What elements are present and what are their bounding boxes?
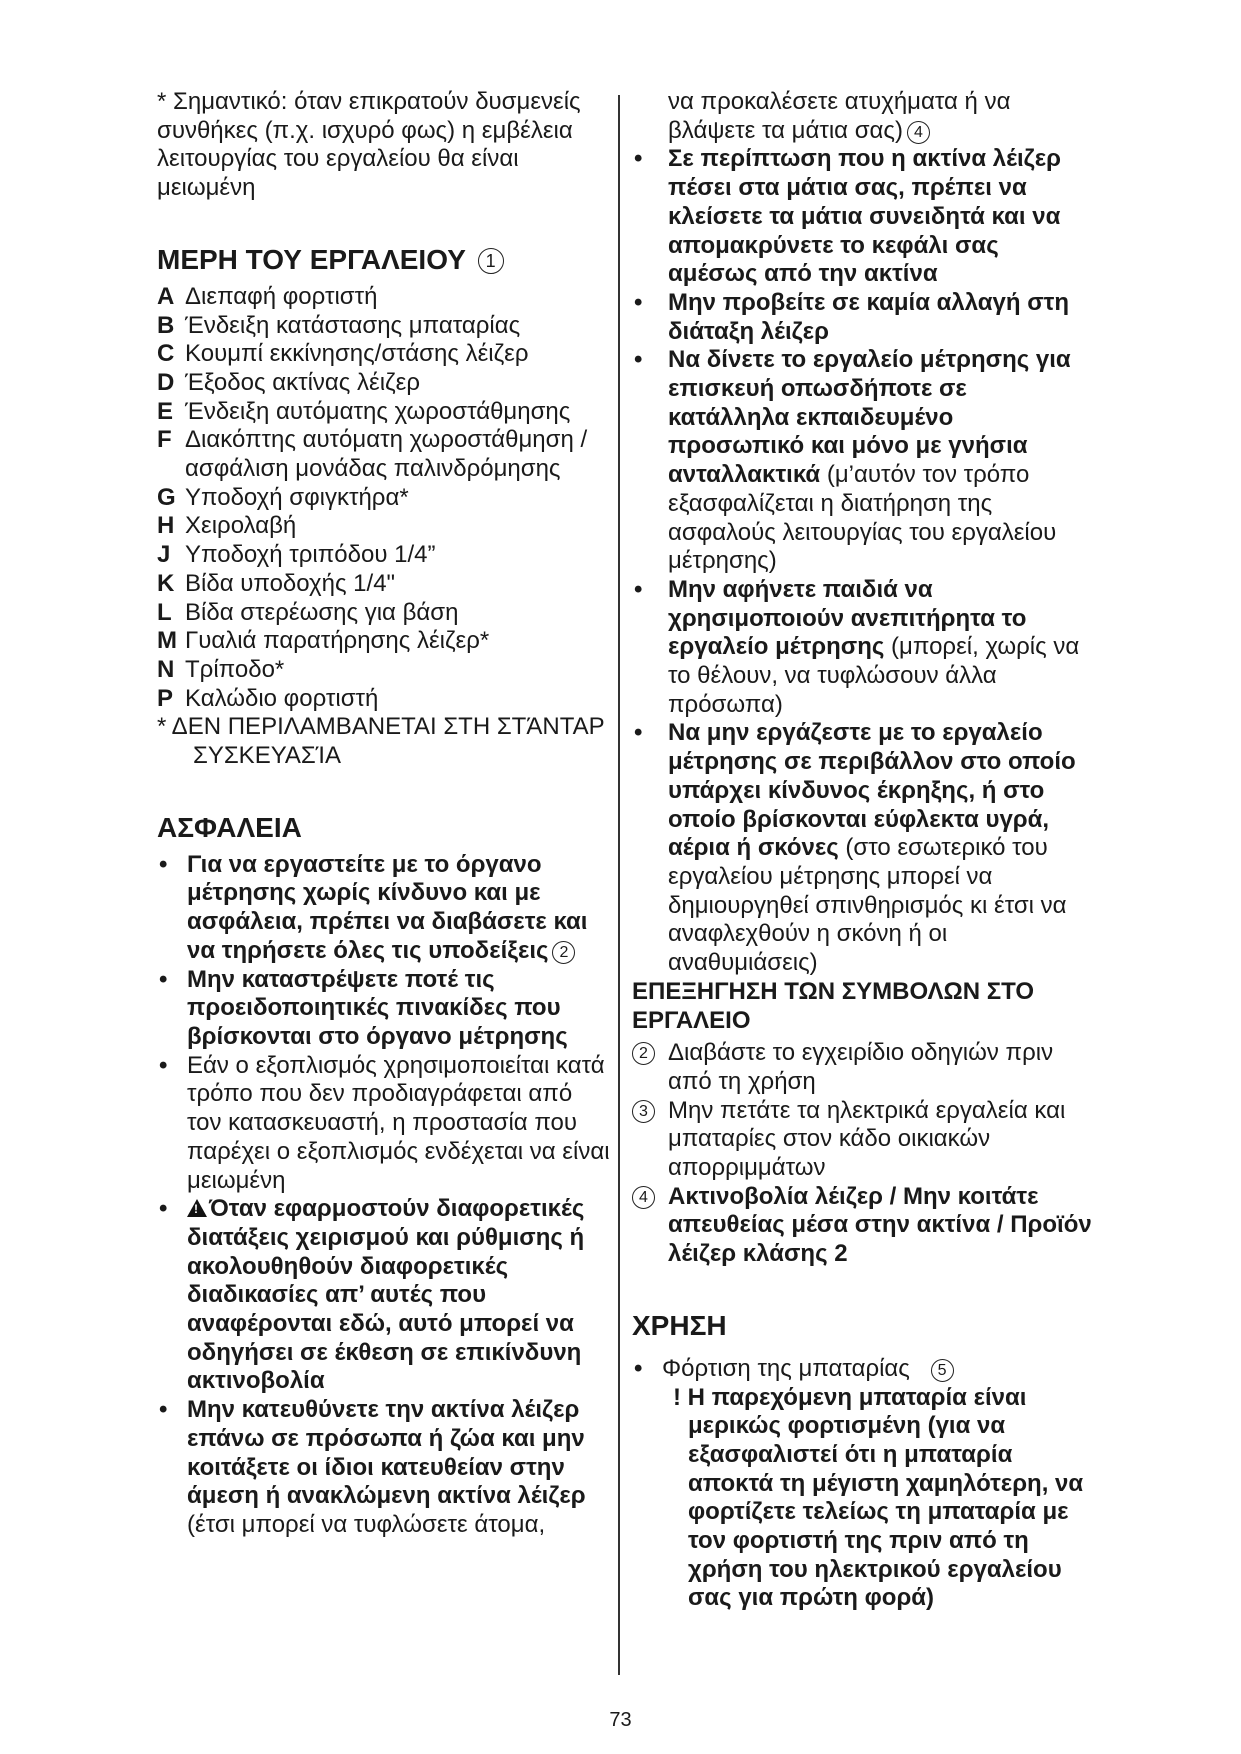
list-item	[157, 312, 612, 341]
safety-text: Μην προβείτε σε καμία αλλαγή στη διάταξη λέιζερ	[668, 288, 1069, 345]
symbol-text: Διαβάστε το εγχειρίδιο οδηγιών πριν από τη χρήση	[668, 1039, 1054, 1095]
list-item	[157, 340, 612, 369]
part-text: Βίδα στερέωσης για βάση	[185, 598, 459, 626]
list-item	[632, 145, 1092, 289]
parts-list	[157, 283, 612, 714]
column-divider	[618, 95, 620, 1675]
part-letter: H	[157, 512, 175, 540]
important-note: * Σημαντικό: όταν επικρατούν δυσμενείς συνθήκες (π.χ. ισχυρό φως) η εμβέλεια λειτουργίας του εργαλείου θα είναι μειωμένη	[157, 88, 581, 202]
list-item	[632, 1039, 1092, 1096]
part-text: Βίδα υποδοχής 1/4"	[185, 569, 396, 597]
part-letter: P	[157, 684, 174, 712]
list-item	[157, 627, 612, 656]
safety-text: Σε περίπτωση που η ακτίνα λέιζερ πέσει στα μάτια σας, πρέπει να κλείσετε τα μάτια συνειδητά και να απομακρύνετε το κεφάλι σας αμέσως από την ακτίνα	[668, 145, 1061, 288]
part-text: Υποδοχή τριπόδου 1/4”	[185, 541, 436, 569]
safety-text: Να μην εργάζεστε με το εργαλείο μέτρησης σε περιβάλλον στο οποίο υπάρχει κίνδυνος έκρηξης, ή στο οποίο βρίσκονται εύφλεκτα υγρά, αέρια ή σκόνες	[668, 719, 1076, 862]
list-item	[632, 346, 1092, 576]
continued-text	[632, 88, 1092, 145]
figure-ref-2: 2	[632, 1042, 655, 1065]
list-item	[157, 398, 612, 427]
safety-text: Μην αφήνετε παιδιά να χρησιμοποιούν ανεπιτήρητα το εργαλείο μέτρησης	[668, 575, 1027, 661]
left-column	[157, 88, 612, 1540]
list-item	[632, 1355, 1092, 1384]
safety-title: ΑΣΦΑΛΕΙΑ	[157, 811, 302, 843]
list-item	[632, 719, 1092, 977]
figure-ref-3: 3	[632, 1100, 655, 1123]
list-item	[157, 512, 612, 541]
part-letter: N	[157, 655, 175, 683]
part-text: Υποδοχή σφιγκτήρα*	[185, 483, 409, 511]
part-text: Έξοδος ακτίνας λέιζερ	[185, 368, 420, 396]
list-item	[157, 685, 612, 714]
part-text: Διακόπτης αυτόματη χωροστάθμηση / ασφάλιση μονάδας παλινδρόμησης	[185, 426, 588, 483]
list-item	[632, 289, 1092, 346]
list-item	[157, 966, 612, 1052]
parts-heading	[157, 243, 612, 277]
safety-text: Για να εργαστείτε με το όργανο μέτρησης χωρίς κίνδυνο και με ασφάλεια, πρέπει να διαβάσετε και να τηρήσετε όλες τις υποδείξεις	[187, 850, 588, 964]
part-letter: M	[157, 627, 177, 655]
part-letter: L	[157, 598, 172, 626]
list-item	[632, 1183, 1092, 1269]
list-item	[157, 369, 612, 398]
part-letter: D	[157, 368, 175, 396]
use-title: ΧΡΗΣΗ	[632, 1309, 727, 1341]
list-item	[157, 1396, 612, 1540]
part-text: Διεπαφή φορτιστή	[185, 282, 378, 310]
warning-icon	[187, 1199, 207, 1217]
part-letter: B	[157, 311, 175, 339]
battery-warning: ! Η παρεχόμενη μπαταρία είναι μερικώς φορτισμένη (για να εξασφαλιστεί ότι η μπαταρία αποκτά τη μέγιστη χαμηλότερη, να φορτίζετε τελείως τη μπαταρία με τον φορτιστή της πριν από τη χρήση του ηλεκτρικού εργαλείου σας για πρώτη φορά)	[673, 1383, 1084, 1612]
safety-text: Μην καταστρέψετε ποτέ τις προειδοποιητικές πινακίδες που βρίσκονται στο όργανο μέτρησης	[187, 965, 568, 1050]
safety-list	[157, 851, 612, 1540]
part-letter: C	[157, 340, 175, 368]
safety-text: Να δίνετε το εργαλείο μέτρησης για επισκευή οπωσδήποτε σε κατάλληλα εκπαιδευμένο προσωπικό και μόνο με γνήσια ανταλλακτικά	[668, 346, 1071, 489]
list-item	[157, 541, 612, 570]
figure-ref-1: 1	[478, 248, 504, 274]
use-item-text: Φόρτιση της μπαταρίας	[662, 1354, 910, 1382]
parts-title: ΜΕΡΗ ΤΟΥ ΕΡΓΑΛΕΙΟΥ	[157, 243, 466, 275]
page-number: 73	[609, 1709, 632, 1731]
symbol-text: Ακτινοβολία λέιζερ / Μην κοιτάτε απευθείας μέσα στην ακτίνα / Προϊόν λέιζερ κλάσης 2	[668, 1182, 1092, 1268]
part-letter: A	[157, 282, 175, 310]
safety-text: Μην κατευθύνετε την ακτίνα λέιζερ επάνω σε πρόσωπα ή ζώα και μην κοιτάξετε οι ίδιοι κατευθείαν στην άμεση ή ανακλώμενη ακτίνα λέιζερ	[187, 1396, 586, 1510]
use-list	[632, 1355, 1092, 1384]
symbols-title: ΕΠΕΞΗΓΗΣΗ ΤΩΝ ΣΥΜΒΟΛΩΝ ΣΤΟ ΕΡΓΑΛΕΙΟ	[632, 977, 1035, 1034]
continued-body: να προκαλέσετε ατυχήματα ή να βλάψετε τα μάτια σας)	[668, 88, 1011, 144]
list-item	[157, 599, 612, 628]
list-item	[157, 426, 612, 483]
list-item	[157, 1195, 612, 1396]
figure-ref-4: 4	[907, 121, 930, 144]
safety-text-detail: (έτσι μπορεί να τυφλώσετε άτομα,	[187, 1510, 546, 1538]
part-letter: J	[157, 541, 171, 569]
list-item	[157, 656, 612, 685]
part-letter: F	[157, 426, 172, 454]
list-item	[157, 851, 612, 966]
part-letter: E	[157, 397, 174, 425]
symbols-list	[632, 1039, 1092, 1269]
figure-ref-2: 2	[552, 941, 575, 964]
part-letter: K	[157, 569, 175, 597]
list-item	[157, 484, 612, 513]
symbol-text: Μην πετάτε τα ηλεκτρικά εργαλεία και μπαταρίες στον κάδο οικιακών απορριμμάτων	[668, 1096, 1066, 1182]
part-letter: G	[157, 483, 176, 511]
safety-text: Εάν ο εξοπλισμός χρησιμοποιείται κατά τρόπο που δεν προδιαγράφεται από τον κατασκευαστή, η προστασία που παρέχει ο εξοπλισμός ενδέχεται να είναι μειωμένη	[187, 1051, 610, 1194]
safety-text: Όταν εφαρμοστούν διαφορετικές διατάξεις χειρισμού και ρύθμισης ή ακολουθηθούν διαφορετικές διαδικασίες απ’ αυτές που αναφέρονται εδώ, αυτό μπορεί να οδηγήσει σε έκθεση σε επικίνδυνη ακτινοβολία	[187, 1195, 585, 1395]
part-text: Γυαλιά παρατήρησης λέιζερ*	[185, 627, 490, 655]
right-column	[632, 88, 1092, 1613]
safety-text-detail: (στο εσωτερικό του εργαλείου μέτρησης μπορεί να δημιουργηθεί σπινθηρισμός κι έτσι να αναφλεχθούν η σκόνη ή οι αναθυμιάσεις)	[668, 834, 1067, 977]
figure-ref-5: 5	[931, 1359, 954, 1382]
part-text: Τρίποδο*	[185, 655, 285, 683]
list-item	[632, 576, 1092, 720]
figure-ref-4: 4	[632, 1186, 655, 1209]
parts-footnote: * ΔΕΝ ΠΕΡΙΛΑΜΒΑΝΕΤΑΙ ΣΤΗ ΣΤΆΝΤΑΡ ΣΥΣΚΕΥΑΣΊΑ	[157, 713, 605, 770]
part-text: Κουμπί εκκίνησης/στάσης λέιζερ	[185, 340, 529, 368]
safety-text-detail: (μπορεί, χωρίς να το θέλουν, να τυφλώσουν άλλα πρόσωπα)	[668, 633, 1080, 718]
list-item	[157, 1052, 612, 1196]
list-item	[632, 1097, 1092, 1183]
list-item	[157, 570, 612, 599]
list-item	[157, 283, 612, 312]
part-text: Καλώδιο φορτιστή	[185, 684, 379, 712]
part-text: Ένδειξη κατάστασης μπαταρίας	[185, 311, 521, 339]
part-text: Χειρολαβή	[185, 512, 297, 540]
part-text: Ένδειξη αυτόματης χωροστάθμησης	[185, 397, 571, 425]
safety-text-detail: (μ’αυτόν τον τρόπο εξασφαλίζεται η διατήρηση της ασφαλούς λειτουργίας του εργαλείου μέτρησης)	[668, 461, 1057, 575]
safety-list-continued	[632, 145, 1092, 977]
